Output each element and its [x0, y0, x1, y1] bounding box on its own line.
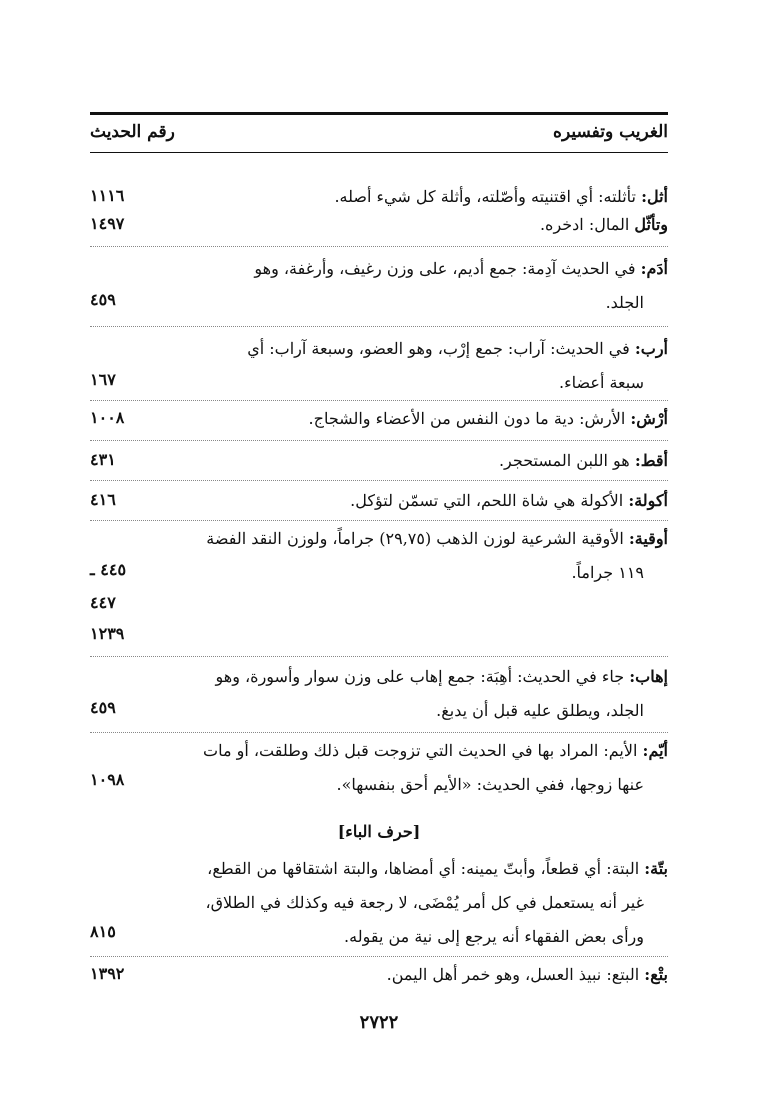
entry-separator — [90, 440, 668, 441]
entry-text-continued: عنها زوجها، ففي الحديث: «الأيم أحق بنفسها». — [336, 775, 644, 794]
entry-aqit — [163, 444, 668, 478]
hadith-number: ٤٤٧ — [90, 593, 116, 612]
entry-term: وتأثّل — [634, 215, 668, 234]
entry-text: تأثلته: أي اقتنيته وأصّلته، وأثلة كل شيء أصله. — [334, 187, 636, 206]
hadith-number: ١٣٩٢ — [90, 964, 125, 983]
entry-text-continued: ورأى بعض الفقهاء أنه يرجع إلى نية من يقوله. — [344, 927, 644, 946]
entry-text-continued: سبعة أعضاء. — [559, 373, 644, 392]
entry-ayyim — [163, 734, 668, 802]
entry-text-continued: الجلد. — [605, 293, 644, 312]
entry-separator — [90, 326, 668, 327]
hadith-number: ١٢٣٩ — [90, 624, 125, 643]
hadith-number: ٤٥٩ — [90, 290, 116, 309]
entry-text: الأكولة هي شاة اللحم، التي تسمّن لتؤكل. — [350, 491, 624, 510]
entry-text: المال: ادخره. — [539, 215, 630, 234]
hadith-number: ٤١٦ — [90, 490, 116, 509]
header-title: الغريب وتفسيره — [553, 122, 668, 142]
entry-text-continued: ١١٩ جراماً. — [571, 563, 644, 582]
entry-text: الأوقية الشرعية لوزن الذهب (٢٩,٧٥) جراماً، ولوزن النقد الفضة — [206, 529, 624, 548]
entry-term: بتّة: — [644, 859, 668, 878]
entry-text: البتة: أي قطعاً، وأبتّ يمينه: أي أمضاها، والبتة اشتقاقها من القطع، — [207, 859, 640, 878]
entry-batta — [163, 852, 668, 954]
hadith-number: ١٦٧ — [90, 370, 116, 389]
entry-term: أرب: — [634, 339, 668, 358]
entry-text: في الحديث: آراب: جمع إرْب، وهو العضو، وسبعة آراب: أي — [247, 339, 630, 358]
entry-term: أكولة: — [628, 491, 668, 510]
entry-text-continued: الجلد، ويطلق عليه قبل أن يدبغ. — [436, 701, 644, 720]
entry-text: الأيم: المراد بها في الحديث التي تزوجت قبل ذلك وطلقت، أو مات — [203, 741, 638, 760]
header-bottom-rule — [90, 152, 668, 153]
entry-term: أدَم: — [640, 259, 668, 278]
entry-text-continued: غير أنه يستعمل في كل أمر يُمْضَى، لا رجعة فيه وكذلك في الطلاق، — [205, 893, 644, 912]
entry-text: في الحديث آدِمة: جمع أديم، على وزن رغيف، وأرغفة، وهو — [254, 259, 636, 278]
entry-term: أرْش: — [630, 409, 668, 428]
hadith-number: ١١١٦ — [90, 186, 125, 205]
entry-separator — [90, 480, 668, 481]
entry-term: بتْع: — [644, 965, 668, 984]
header-top-rule — [90, 112, 668, 115]
entry-term: إهاب: — [629, 667, 668, 686]
page-number: ٢٧٢٢ — [359, 1012, 399, 1033]
hadith-number: ٨١٥ — [90, 922, 116, 941]
header-column-label: رقم الحديث — [90, 122, 175, 142]
entry-separator — [90, 732, 668, 733]
section-title: [حرف الباء] — [337, 822, 421, 841]
entry-term: أوقية: — [628, 529, 668, 548]
entry-separator — [90, 246, 668, 247]
hadith-number: ١٠٩٨ — [90, 770, 125, 789]
entry-separator — [90, 400, 668, 401]
entry-text: هو اللبن المستحجر. — [498, 451, 630, 470]
entry-term: أثل: — [641, 187, 668, 206]
entry-arab — [163, 332, 668, 400]
entry-separator — [90, 520, 668, 521]
hadith-number: ٤٤٥ ـ — [90, 560, 127, 579]
hadith-number: ١٠٠٨ — [90, 408, 125, 427]
entry-arsh — [163, 402, 668, 436]
entry-akula — [163, 484, 668, 518]
entry-separator — [90, 656, 668, 657]
entry-term: أيّم: — [642, 741, 668, 760]
hadith-number: ١٤٩٧ — [90, 214, 125, 233]
entry-ihab — [163, 660, 668, 728]
entry-term: أقط: — [634, 451, 668, 470]
entry-adam — [163, 252, 668, 320]
entry-text: الأرش: دية ما دون النفس من الأعضاء والشجاج. — [308, 409, 626, 428]
entry-taaththal — [163, 208, 668, 242]
entry-text: جاء في الحديث: أهِبَة: جمع إهاب على وزن سوار وأسورة، وهو — [215, 667, 625, 686]
hadith-number: ٤٥٩ — [90, 698, 116, 717]
hadith-number: ٤٣١ — [90, 450, 116, 469]
entry-separator — [90, 956, 668, 957]
entry-text: البتع: نبيذ العسل، وهو خمر أهل اليمن. — [386, 965, 640, 984]
entry-uqiyya — [163, 522, 668, 590]
entry-bit — [163, 958, 668, 992]
